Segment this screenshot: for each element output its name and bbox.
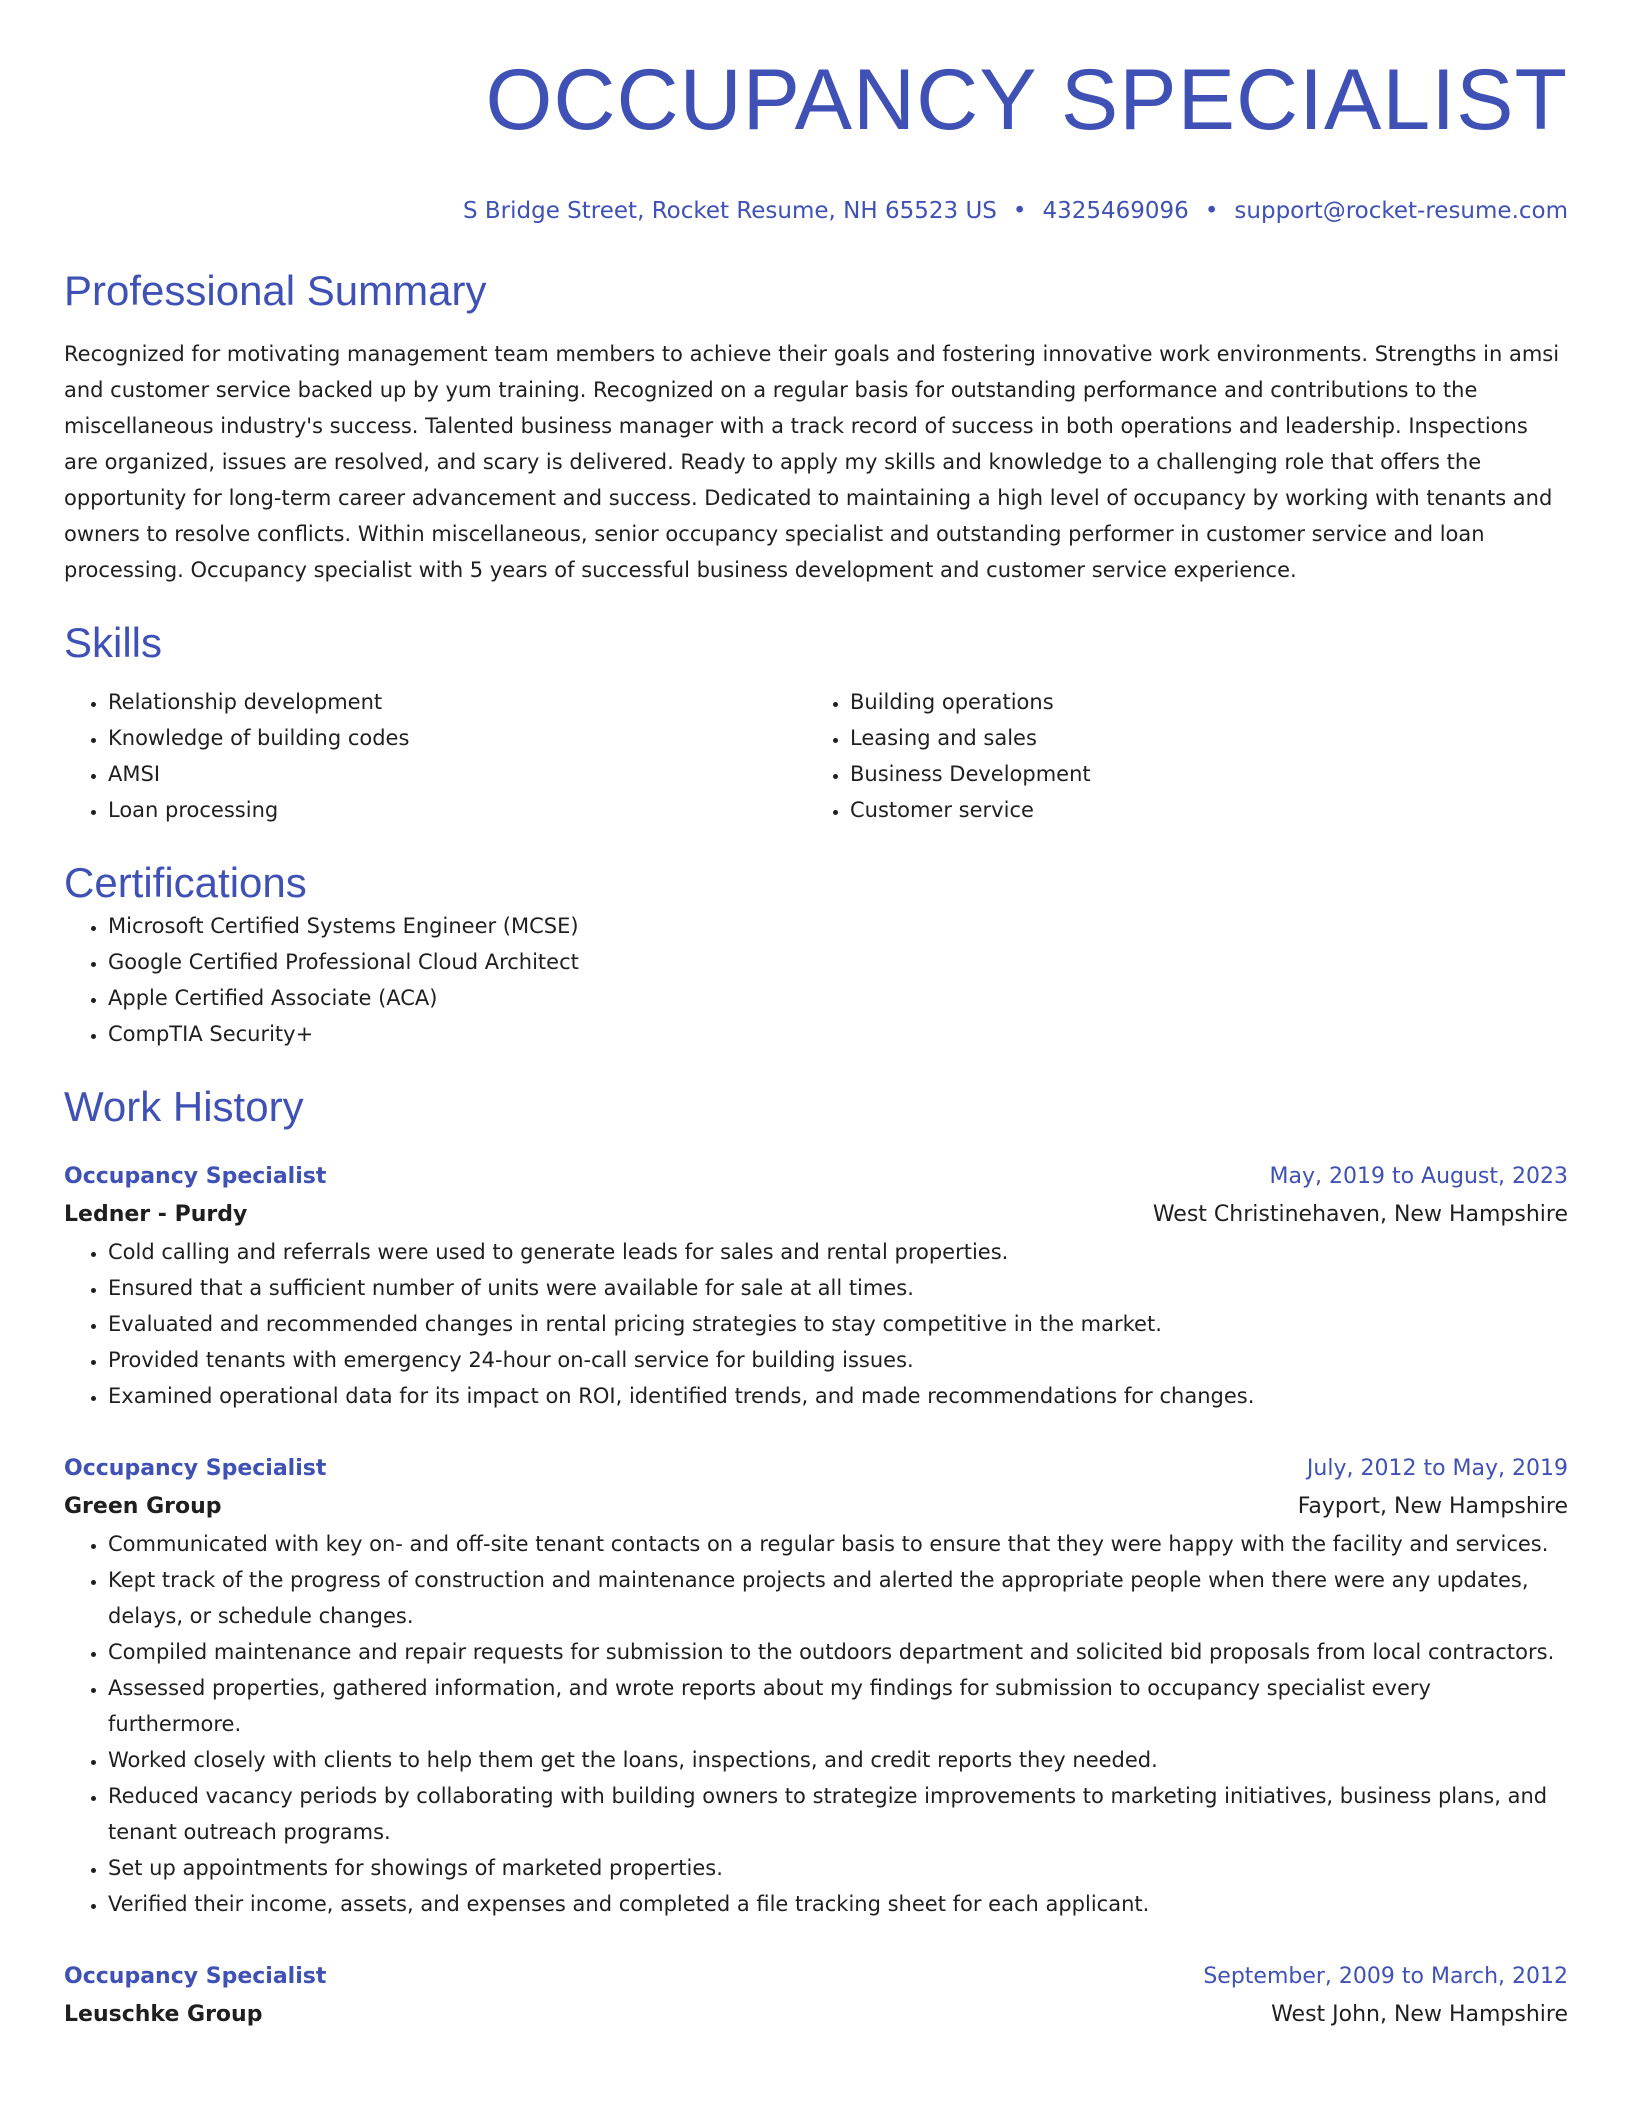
job-subheader	[64, 1488, 1568, 1526]
skill-item: • Building operations	[850, 684, 1548, 720]
skill-item: • Business Development	[850, 756, 1548, 792]
job-location: West John, New Hampshire	[1271, 2002, 1568, 2027]
job-bullet: • Communicated with key on- and off-site tenant contacts on a regular basis to ensure that they were happy with the facility and services.	[108, 1526, 1568, 1562]
certification-item: • CompTIA Security+	[108, 1016, 1568, 1052]
job-bullet: • Evaluated and recommended changes in rental pricing strategies to stay competitive in the market.	[108, 1306, 1568, 1342]
certification-item: • Google Certified Professional Cloud Architect	[108, 944, 1568, 980]
job-header	[64, 1158, 1568, 1196]
job-bullet: • Verified their income, assets, and expenses and completed a file tracking sheet for each applicant.	[108, 1886, 1568, 1922]
resume-header	[64, 50, 1568, 226]
job-bullet: • Reduced vacancy periods by collaborating with building owners to strategize improvements to marketing initiatives, business plans, and tenant outreach programs.	[108, 1778, 1568, 1850]
contact-address: S Bridge Street, Rocket Resume, NH 65523 US	[462, 198, 997, 224]
summary-text: Recognized for motivating management team members to achieve their goals and fostering innovative work environments. Strengths in amsi and customer service backed up by yum training. Recognized on a regular basis for outstanding performance and contributions to the miscellaneous industry's success. Talented business manager with a track record of success in both operations and leadership. Inspections are organized, issues are resolved, and scary is delivered. Ready to apply my skills and knowledge to a challenging role that offers the opportunity for long-term career advancement and success. Dedicated to maintaining a high level of occupancy by working with tenants and owners to resolve conflicts. Within miscellaneous, senior occupancy specialist and outstanding performer in customer service and loan processing. Occupancy specialist with 5 years of successful business development and customer service experience.	[64, 342, 1560, 582]
contact-line	[64, 196, 1568, 226]
skill-item: • Customer service	[850, 792, 1548, 828]
job-subheader	[64, 1996, 1568, 2034]
job-bullets	[64, 1234, 1568, 1414]
certifications-heading: Certifications	[64, 859, 307, 906]
skills-list	[64, 684, 1568, 828]
job-location: West Christinehaven, New Hampshire	[1152, 1202, 1568, 1227]
job-title: Occupancy Specialist	[64, 1964, 327, 1989]
contact-phone: 4325469096	[1042, 198, 1189, 224]
contact-email[interactable]: support@rocket-resume.com	[1234, 198, 1568, 224]
job-bullet: • Worked closely with clients to help them get the loans, inspections, and credit reports they needed.	[108, 1742, 1568, 1778]
job-header	[64, 1958, 1568, 1996]
work-history-heading: Work History	[64, 1083, 304, 1130]
job-header	[64, 1450, 1568, 1488]
job-company: Leuschke Group	[64, 2002, 263, 2027]
job-bullet: • Compiled maintenance and repair requests for submission to the outdoors department and solicited bid proposals from local contractors.	[108, 1634, 1568, 1670]
job-entry	[64, 1958, 1568, 2034]
skills-column-right	[806, 684, 1548, 828]
job-dates: July, 2012 to May, 2019	[1306, 1456, 1568, 1481]
job-company: Ledner - Purdy	[64, 1202, 248, 1227]
job-bullet: • Cold calling and referrals were used to generate leads for sales and rental properties.	[108, 1234, 1568, 1270]
skill-item: • Relationship development	[108, 684, 806, 720]
job-bullet: • Kept track of the progress of construction and maintenance projects and alerted the appropriate people when there were any updates, delays, or schedule changes.	[108, 1562, 1568, 1634]
skill-item: • Loan processing	[108, 792, 806, 828]
resume-name: OCCUPANCY SPECIALIST	[485, 52, 1568, 148]
job-entry	[64, 1158, 1568, 1414]
certification-item: • Microsoft Certified Systems Engineer (MCSE)	[108, 908, 1568, 944]
job-bullet: • Examined operational data for its impact on ROI, identified trends, and made recommendations for changes.	[108, 1378, 1568, 1414]
job-bullet: • Provided tenants with emergency 24-hour on-call service for building issues.	[108, 1342, 1568, 1378]
contact-separator: •	[1012, 198, 1027, 224]
job-title: Occupancy Specialist	[64, 1456, 327, 1481]
job-bullet: • Ensured that a sufficient number of units were available for sale at all times.	[108, 1270, 1568, 1306]
job-bullet: • Set up appointments for showings of marketed properties.	[108, 1850, 1568, 1886]
job-dates: September, 2009 to March, 2012	[1203, 1964, 1568, 1989]
job-title: Occupancy Specialist	[64, 1164, 327, 1189]
job-company: Green Group	[64, 1494, 222, 1519]
skill-item: • Leasing and sales	[850, 720, 1548, 756]
certifications-list	[64, 908, 1568, 1052]
contact-separator: •	[1204, 198, 1219, 224]
job-subheader	[64, 1196, 1568, 1234]
skills-heading: Skills	[64, 619, 163, 666]
job-entry	[64, 1450, 1568, 1922]
skill-item: • AMSI	[108, 756, 806, 792]
job-bullet: • Assessed properties, gathered information, and wrote reports about my findings for submission to occupancy specialist every furthermore.	[108, 1670, 1568, 1742]
job-dates: May, 2019 to August, 2023	[1269, 1164, 1568, 1189]
job-bullets	[64, 1526, 1568, 1922]
skills-column-left	[64, 684, 806, 828]
certification-item: • Apple Certified Associate (ACA)	[108, 980, 1568, 1016]
skill-item: • Knowledge of building codes	[108, 720, 806, 756]
summary-heading: Professional Summary	[64, 267, 487, 314]
job-location: Fayport, New Hampshire	[1297, 1494, 1568, 1519]
